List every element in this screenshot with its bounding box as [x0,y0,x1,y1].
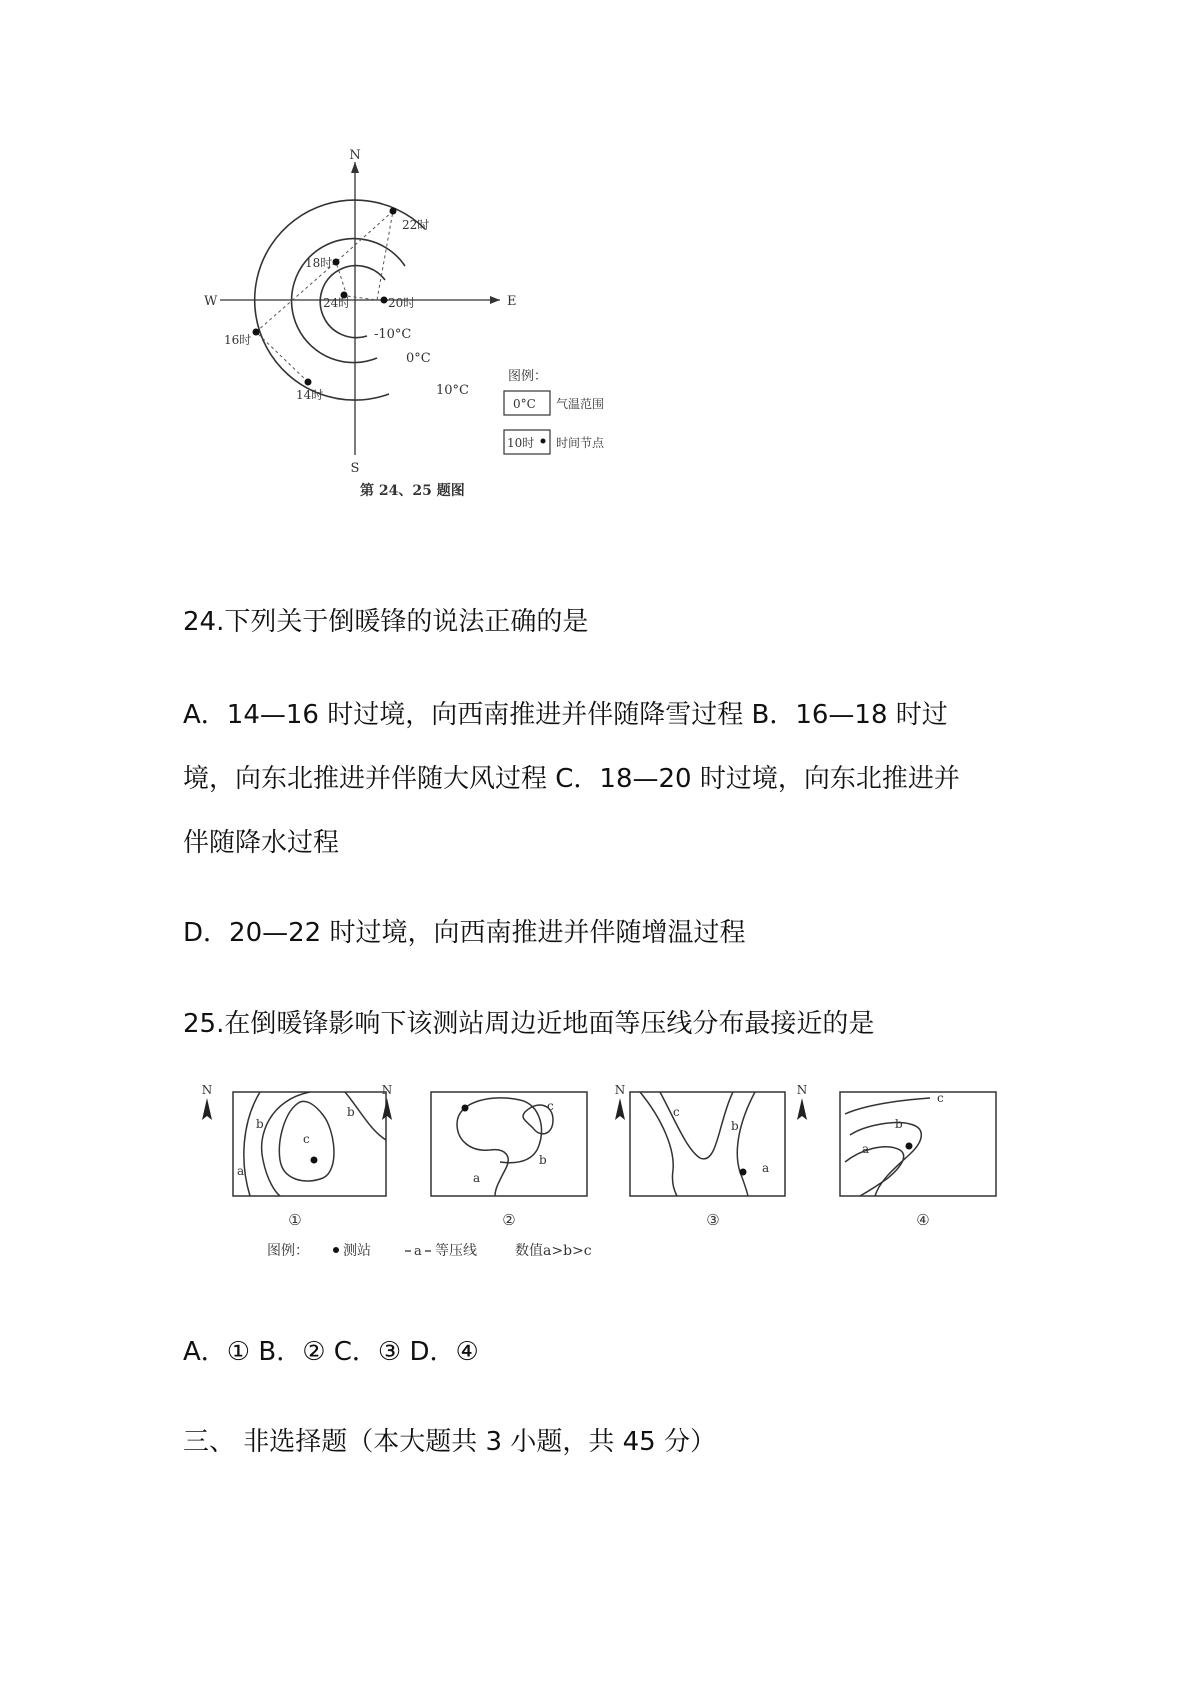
panel1-number: ① [288,1211,302,1229]
point-20 [381,297,388,304]
figure-temperature-time-diagram [204,148,710,550]
point-16 [253,329,260,336]
panel4-isobar-b [850,1123,921,1196]
panel3-label-c: c [673,1105,680,1119]
panel4-number: ④ [916,1211,930,1229]
panel-3 [615,1083,785,1229]
panel3-north-arrow [615,1098,625,1120]
panel1-label-b-left: b [256,1117,264,1131]
legend2-station-dot [333,1247,339,1253]
point-18 [333,259,340,266]
point-22 [390,208,397,215]
panel-1 [202,1083,386,1229]
time-label-20: 20时 [388,296,416,310]
panel-4 [797,1083,996,1229]
panel3-isobar-b-left [640,1092,677,1196]
panel2-north-label: N [381,1083,393,1097]
panel3-label-b: b [731,1119,739,1133]
north-arrow [351,162,359,173]
panel1-north-arrow [202,1098,212,1120]
legend2-values: 数值a>b>c [515,1243,592,1259]
legend2-isobar-symbol: a [414,1244,422,1259]
label-west: W [204,294,218,309]
q24-option-d: D．20—22 时过境，向西南推进并伴随增温过程 [183,918,746,948]
panel3-label-a: a [762,1161,770,1175]
panel2-frame [431,1092,587,1196]
time-label-18: 18时 [305,256,333,270]
panel4-label-a: a [862,1142,870,1156]
legend-time-label: 时间节点 [556,436,605,450]
q25-options: A．① B．② C．③ D．④ [183,1337,479,1367]
panel2-isobar-a [457,1124,508,1196]
panel4-north-label: N [796,1083,808,1097]
legend-time-box-text: 10时 [507,436,535,450]
panel2-station [462,1105,469,1112]
q25-stem: 25.在倒暖锋影响下该测站周边近地面等压线分布最接近的是 [183,1009,875,1039]
panel4-isobar-a [845,1147,904,1196]
legend-temp-box-text: 0°C [513,397,536,411]
time-label-14: 14时 [296,388,324,402]
time-label-24: 24时 [323,296,351,310]
panel3-north-label: N [614,1083,626,1097]
panel1-label-b-right: b [347,1105,355,1119]
panel2-number: ② [502,1211,516,1229]
panel3-number: ③ [706,1211,720,1229]
panel1-isobar-a [244,1092,260,1196]
panel-2 [382,1083,587,1229]
temp-label-minus10: -10°C [374,327,412,342]
panel1-north-label: N [201,1083,213,1097]
figure1-caption: 第 24、25 题图 [360,483,465,499]
label-south: S [350,461,360,476]
panel1-label-c: c [303,1132,310,1146]
legend-title: 图例： [508,369,548,384]
legend2-title: 图例： [267,1243,309,1259]
panel2-label-b: b [539,1153,547,1167]
legend2-isobar-label: 等压线 [435,1243,477,1259]
panel3-frame [630,1092,785,1196]
temp-label-0: 0°C [406,351,431,366]
label-north: N [349,148,361,163]
q24-options-abc: A．14—16 时过境，向西南推进并伴随降雪过程 B．16—18 时过境，向东北推进并伴随大风过程 C．18—20 时过境，向东北推进并伴随降水过程 [183,700,960,858]
point-14 [305,379,312,386]
label-east: E [507,294,517,309]
q24-stem: 24.下列关于倒暖锋的说法正确的是 [183,607,589,637]
legend2-station: 测站 [343,1243,371,1259]
panel2-label-a: a [473,1171,481,1185]
panel4-label-b: b [895,1117,903,1131]
figure-isobar-panels [195,1080,1035,1290]
panel2-north-arrow [382,1098,392,1120]
panel4-label-c: c [937,1091,944,1105]
time-label-16: 16时 [224,333,252,347]
panel2-label-c: c [547,1099,554,1113]
panel4-isobar-c [845,1098,930,1114]
east-arrow [490,296,500,304]
panel3-isobar-b-right [737,1092,755,1196]
panel1-station [311,1157,318,1164]
section3-heading: 三、 非选择题（本大题共 3 小题，共 45 分） [183,1427,716,1457]
panel4-north-arrow [797,1098,807,1120]
temp-label-10: 10°C [436,383,469,398]
panel1-label-a: a [237,1164,245,1178]
panel4-station [906,1143,913,1150]
legend-time-dot [541,439,546,444]
panel2-isobar-b [457,1098,542,1163]
time-label-22: 22时 [402,218,430,232]
legend-temp-label: 气温范围 [556,397,605,411]
panel3-station [740,1169,747,1176]
